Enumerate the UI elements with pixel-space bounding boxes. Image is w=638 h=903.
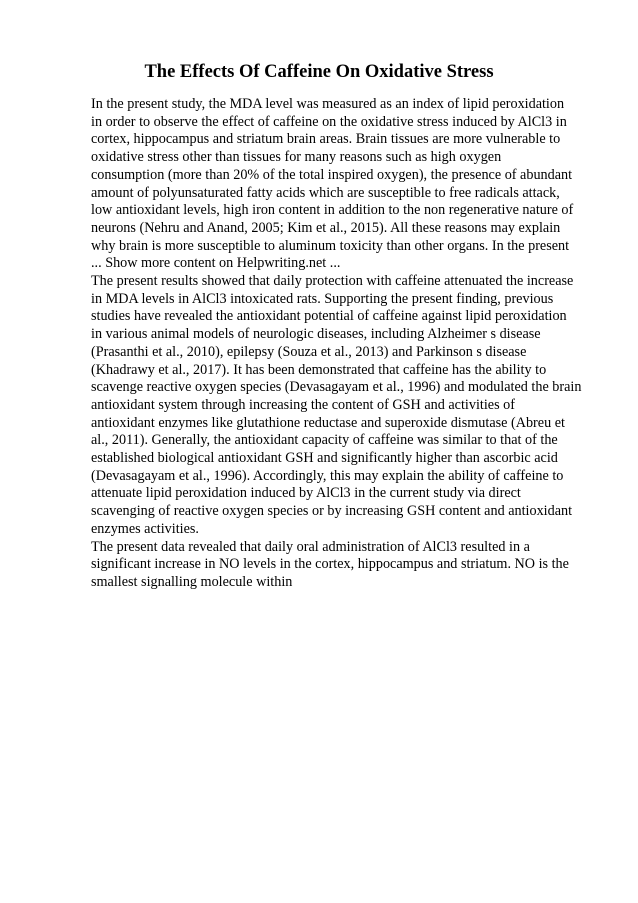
body-line: al., 2011). Generally, the antioxidant capacity of caffeine was similar to that of the [91, 432, 558, 449]
body-line: cortex, hippocampus and striatum brain areas. Brain tissues are more vulnerable to [91, 131, 561, 148]
body-line: smallest signalling molecule within [91, 573, 293, 590]
body-line: In the present study, the MDA level was measured as an index of lipid peroxidation [91, 96, 565, 112]
body-line: scavenge reactive oxygen species (Devasagayam et al., 1996) and modulated the brain [91, 379, 582, 396]
body-line: The present results showed that daily protection with caffeine attenuated the increase [91, 273, 574, 290]
body-line: significant increase in NO levels in the cortex, hippocampus and striatum. NO is the [91, 556, 569, 573]
body-line: (Khadrawy et al., 2017). It has been demonstrated that caffeine has the ability to [91, 361, 547, 378]
body-line: low antioxidant levels, high iron content in addition to the non regenerative nature of [91, 202, 574, 219]
body-line: neurons (Nehru and Anand, 2005; Kim et al., 2015). All these reasons may explain [91, 219, 561, 236]
document-body [91, 96, 591, 592]
body-line: amount of polyunsaturated fatty acids which are susceptible to free radicals attack, [91, 184, 560, 201]
body-line: enzymes activities. [91, 520, 199, 537]
body-line: in various animal models of neurologic diseases, including Alzheimer s disease [91, 326, 541, 343]
body-line: why brain is more susceptible to aluminum toxicity than other organs. In the present [91, 237, 570, 254]
body-line: established biological antioxidant GSH and significantly higher than ascorbic acid [91, 450, 558, 467]
body-line: antioxidant system through increasing the content of GSH and activities of [91, 396, 515, 413]
body-line: (Prasanthi et al., 2010), epilepsy (Souza et al., 2013) and Parkinson s disease [91, 343, 527, 360]
body-line: The present data revealed that daily oral administration of AlCl3 resulted in a [91, 538, 530, 555]
body-line: (Devasagayam et al., 1996). Accordingly, this may explain the ability of caffeine to [91, 467, 564, 484]
body-line: studies have revealed the antioxidant potential of caffeine against lipid peroxidation [91, 308, 567, 325]
body-line: attenuate lipid peroxidation induced by AlCl3 in the current study via direct [91, 485, 521, 502]
body-line: scavenging of reactive oxygen species or by increasing GSH content and antioxidant [91, 503, 573, 520]
body-line: antioxidant enzymes like glutathione reductase and superoxide dismutase (Abreu et [91, 414, 565, 431]
body-line: consumption (more than 20% of the total inspired oxygen), the presence of abundant [91, 166, 573, 183]
body-line: oxidative stress other than tissues for many reasons such as high oxygen [91, 149, 502, 166]
body-line: in order to observe the effect of caffeine on the oxidative stress induced by AlCl3 in [91, 113, 567, 130]
body-line: in MDA levels in AlCl3 intoxicated rats. Supporting the present finding, previous [91, 290, 554, 307]
show-more-line: ... Show more content on Helpwriting.net ... [91, 255, 341, 272]
document-title: The Effects Of Caffeine On Oxidative Stress [144, 62, 494, 82]
